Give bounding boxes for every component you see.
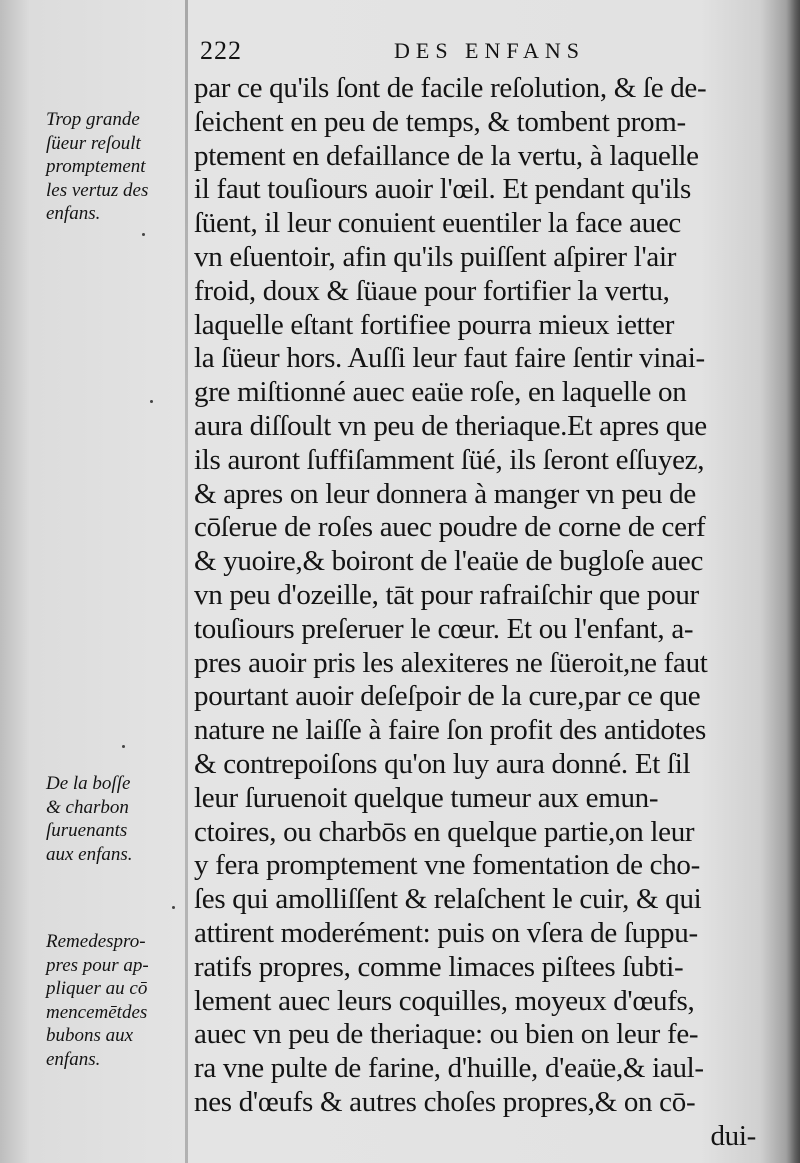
- text-line: touſiours preſeruer le cœur. Et ou l'enfant, a-: [194, 612, 694, 645]
- margin-note-line: bubons aux: [46, 1025, 134, 1047]
- text-line: auec vn peu de theriaque: ou bien on leur fe-: [194, 1018, 699, 1051]
- running-head: DES ENFANS: [394, 38, 586, 63]
- margin-note-line: promptement: [46, 156, 146, 178]
- text-line: nature ne laiſſe à faire ſon profit des antidotes: [194, 714, 706, 747]
- margin-note-line: pliquer au cō: [46, 978, 148, 1000]
- text-line: attirent moderément: puis on vſera de ſuppu-: [194, 916, 698, 949]
- margin-note-line: ſüeur reſoult: [46, 132, 141, 154]
- text-line: la ſüeur hors. Auſſi leur faut faire ſentir vinai-: [194, 342, 705, 375]
- margin-note-line: aux enfans.: [46, 843, 133, 865]
- text-line: ra vne pulte de farine, d'huille, d'eaüe,& iaul-: [194, 1052, 704, 1085]
- text-line: nes d'œufs & autres choſes propres,& on cō-: [194, 1085, 696, 1118]
- text-line: ptement en defaillance de la vertu, à laquelle: [194, 139, 699, 172]
- text-line: & yuoire,& boiront de l'eaüe de bugloſe auec: [194, 545, 704, 578]
- text-line: & contrepoiſons qu'on luy aura donné. Et ſil: [194, 747, 691, 780]
- text-line: vn peu d'ozeille, tāt pour rafraiſchir que pour: [194, 578, 699, 611]
- text-line: par ce qu'ils ſont de facile reſolution, & ſe de-: [194, 72, 707, 104]
- page-edge-shadow: [786, 0, 800, 1163]
- text-line: aura diſſoult vn peu de theriaque.Et apres que: [194, 409, 707, 442]
- margin-note-line: les vertuz des: [46, 179, 149, 201]
- text-line: ils auront ſuffiſamment ſüé, ils ſeront eſſuyez,: [194, 443, 705, 476]
- text-line: ſüent, il leur conuient euentiler la face auec: [194, 207, 682, 240]
- margin-note-line: pres pour ap-: [46, 954, 149, 976]
- margin-note-line: mencemētdes: [46, 1001, 148, 1023]
- margin-note-sweat: [46, 108, 188, 226]
- margin-note-line: ſuruenants: [46, 820, 128, 842]
- ink-speck: [172, 906, 175, 909]
- text-line: & apres on leur donnera à manger vn peu de: [194, 477, 696, 510]
- text-line: laquelle eſtant fortifiee pourra mieux ietter: [194, 308, 675, 341]
- text-line: froid, doux & ſüaue pour fortifier la vertu,: [194, 274, 670, 307]
- margin-note-line: enfans.: [46, 1048, 101, 1070]
- ink-speck: [150, 400, 153, 403]
- catchword: dui-: [710, 1119, 756, 1152]
- text-line: leur ſuruenoit quelque tumeur aux emun-: [194, 781, 659, 814]
- margin-note-line: Trop grande: [46, 109, 140, 130]
- text-line: cōſerue de roſes auec poudre de corne de cerf: [194, 511, 706, 544]
- margin-note-line: enfans.: [46, 203, 101, 225]
- ink-speck: [142, 233, 145, 236]
- body-text: [194, 72, 762, 1154]
- margin-note-line: De la boſſe: [46, 773, 131, 794]
- text-line: ratifs propres, comme limaces piſtees ſubti-: [194, 950, 684, 983]
- margin-note-line: & charbon: [46, 796, 129, 818]
- text-line: il faut touſiours auoir l'œil. Et pendant qu'ils: [194, 173, 692, 206]
- text-line: lement auec leurs coquilles, moyeux d'œufs,: [194, 984, 695, 1017]
- margin-note-line: Remedespro-: [46, 931, 146, 952]
- text-line: pres auoir pris les alexiteres ne ſüeroit,ne faut: [194, 646, 708, 679]
- text-line: pourtant auoir deſeſpoir de la cure,par ce que: [194, 680, 701, 713]
- margin-note-bubo: [46, 772, 188, 866]
- page-header: [198, 36, 758, 72]
- text-line: ſeichent en peu de temps, & tombent prom-: [194, 105, 686, 138]
- text-line: gre miſtionné auec eaüe roſe, en laquelle on: [194, 376, 687, 409]
- page-number: 222: [200, 36, 242, 65]
- text-line: ctoires, ou charbōs en quelque partie,on leur: [194, 815, 695, 848]
- text-line: vn eſuentoir, afin qu'ils puiſſent aſpirer l'air: [194, 240, 677, 273]
- margin-note-remedies: [46, 930, 188, 1072]
- ink-speck: [122, 745, 125, 748]
- text-line: ſes qui amolliſſent & relaſchent le cuir, & qui: [194, 883, 702, 916]
- text-line: y fera promptement vne fomentation de cho-: [194, 849, 700, 882]
